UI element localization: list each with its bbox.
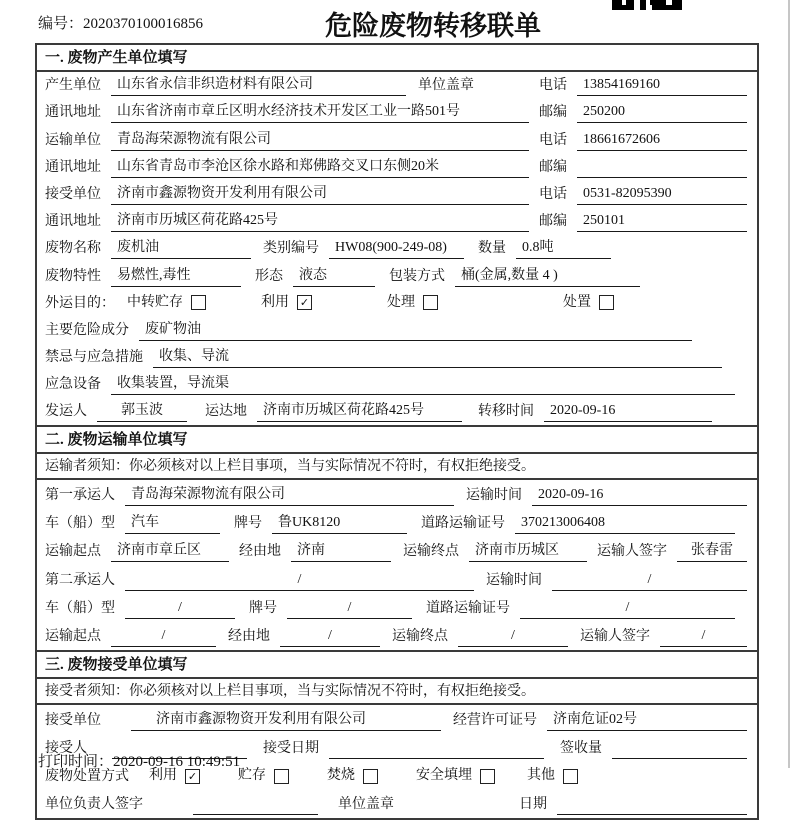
destination-label: 运达地 [205, 404, 247, 420]
origin-label: 运输起点 [45, 544, 101, 560]
checkbox-label: 焚烧 [327, 768, 355, 784]
checkmark: ✓ [299, 296, 310, 310]
category-label: 类别编号 [263, 241, 319, 257]
qr-code-fragment-icon [612, 0, 686, 10]
carrier-sign-label: 运输人签字 [597, 544, 667, 560]
transporter-value: 青岛海荣源物流有限公司 [111, 130, 529, 151]
purpose-option-transfer-storage [127, 293, 206, 313]
equipment-row [37, 371, 757, 398]
zip-label: 邮编 [539, 159, 567, 175]
receiver-address-value: 济南市历城区荷花路425号 [111, 211, 529, 232]
via2-value: / [280, 626, 380, 647]
emergency-value: 收集、导流 [153, 347, 722, 368]
responsible-sign-value [193, 795, 318, 815]
waste-traits-row [37, 262, 757, 289]
origin1-value: 济南市章丘区 [111, 541, 229, 562]
purpose-option-dispose [563, 293, 614, 313]
plate-label: 牌号 [249, 600, 277, 616]
section3 [37, 650, 757, 818]
emergency-row [37, 344, 757, 371]
form-label: 形态 [255, 268, 283, 284]
producer-label: 产生单位 [45, 78, 101, 94]
print-time-value: 2020-09-16 10:49:51 [113, 754, 241, 770]
transporter-address-value: 山东省青岛市李沧区徐水路和郑佛路交叉口东侧20米 [111, 157, 529, 178]
receiver-value: 济南市鑫源物资开发利用有限公司 [131, 710, 441, 731]
vehicle1-value: 汽车 [125, 513, 220, 534]
origin-label: 运输起点 [45, 629, 101, 645]
section3-heading: 三. 废物接受单位填写 [37, 650, 757, 679]
traits-label: 废物特性 [45, 268, 101, 284]
carrier-sign1-value: 张春雷 [677, 541, 747, 562]
emergency-label: 禁忌与应急措施 [45, 350, 143, 366]
equipment-value: 收集装置，导流渠 [111, 374, 735, 395]
address-label: 通讯地址 [45, 159, 101, 175]
producer-phone-value: 13854169160 [577, 75, 747, 96]
quantity-value: 0.8吨 [516, 238, 611, 259]
serial-value: 2020370100016856 [83, 16, 204, 32]
receiver-notice: 接受者须知：你必须核对以上栏目事项，当与实际情况不符时，有权拒绝接受。 [37, 679, 757, 705]
accept-unit-row [37, 705, 757, 733]
unit-seal-label: 单位盖章 [338, 797, 394, 813]
transporter-phone-value: 18661672606 [577, 130, 747, 151]
transporter-zip-value [577, 158, 747, 178]
carrier1-label: 第一承运人 [45, 487, 115, 503]
receiver-address-row [37, 208, 757, 235]
transporter-label: 运输单位 [45, 132, 101, 148]
section2-heading: 二. 废物运输单位填写 [37, 425, 757, 454]
date-label: 日期 [519, 797, 547, 813]
carrier-sign2-value: / [660, 626, 747, 647]
serial-label: 编号： [38, 16, 84, 32]
checkbox-label: 中转贮存 [127, 294, 183, 310]
vehicle1-row [37, 509, 757, 537]
checkbox-icon [563, 769, 578, 784]
carrier2-label: 第二承运人 [45, 572, 115, 588]
route2-row [37, 622, 757, 650]
transfer-time-label: 转移时间 [478, 404, 534, 420]
accept-date-value [329, 739, 544, 759]
purpose-option-recycle [261, 293, 312, 313]
hazard-value: 废矿物油 [139, 320, 692, 341]
responsible-sign-row [37, 790, 757, 818]
packing-label: 包装方式 [389, 268, 445, 284]
plate-label: 牌号 [234, 516, 262, 532]
carrier1-row [37, 480, 757, 508]
transport-time1-value: 2020-09-16 [532, 485, 747, 506]
print-time-label: 打印时间： [38, 754, 114, 770]
shipper-value: 郭玉波 [97, 401, 187, 422]
transport-time-label: 运输时间 [486, 572, 542, 588]
transporter-address-row [37, 154, 757, 181]
receiver-value: 济南市鑫源物资开发利用有限公司 [111, 184, 529, 205]
road-permit-label: 道路运输证号 [426, 600, 510, 616]
producer-value: 山东省永信非织造材料有限公司 [111, 75, 406, 96]
purpose-label: 外运目的： [45, 295, 115, 311]
hazard-label: 主要危险成分 [45, 322, 129, 338]
checkbox-icon [423, 295, 438, 310]
route1-row [37, 537, 757, 565]
checkbox-icon [363, 769, 378, 784]
terminus-label: 运输终点 [403, 544, 459, 560]
receiver-label: 接受单位 [45, 186, 101, 202]
page-title: 危险废物转移联单 [325, 11, 541, 41]
disposal-option-landfill [416, 766, 495, 786]
road-permit2-value: / [520, 598, 735, 619]
road-permit-label: 道路运输证号 [421, 516, 505, 532]
plate1-value: 鲁UK8120 [272, 513, 407, 534]
waste-name-row [37, 235, 757, 262]
equipment-label: 应急设备 [45, 377, 101, 393]
checkbox-icon [480, 769, 495, 784]
category-code-value: HW08(900-249-08) [329, 238, 464, 259]
carrier-sign-label: 运输人签字 [580, 629, 650, 645]
purpose-option-treat [387, 293, 438, 313]
serial-number [38, 12, 203, 33]
receiver-zip-value: 250101 [577, 211, 747, 232]
checkbox-label: 其他 [527, 768, 555, 784]
accept-date-label: 接受日期 [263, 740, 319, 756]
purpose-row [37, 290, 757, 317]
transporter-notice: 运输者须知：你必须核对以上栏目事项，当与实际情况不符时，有权拒绝接受。 [37, 454, 757, 480]
checkbox-label: 处理 [387, 294, 415, 310]
destination-value: 济南市历城区荷花路425号 [257, 401, 462, 422]
traits-value: 易燃性,毒性 [111, 266, 241, 287]
quantity-label: 数量 [478, 241, 506, 257]
vehicle2-row [37, 594, 757, 622]
checkbox-label: 处置 [563, 294, 591, 310]
license-value: 济南危证02号 [547, 710, 747, 731]
transport-time2-value: / [552, 570, 747, 591]
transport-time-label: 运输时间 [466, 487, 522, 503]
date-value [557, 795, 747, 815]
producer-address-value: 山东省济南市章丘区明水经济技术开发区工业一路501号 [111, 102, 529, 123]
waste-name-label: 废物名称 [45, 241, 101, 257]
checkbox-icon [599, 295, 614, 310]
vehicle2-value: / [125, 598, 235, 619]
address-label: 通讯地址 [45, 105, 101, 121]
received-qty-label: 签收量 [560, 740, 602, 756]
address-label: 通讯地址 [45, 214, 101, 230]
via1-value: 济南 [291, 541, 391, 562]
terminus-label: 运输终点 [392, 629, 448, 645]
disposal-label: 废物处置方式 [45, 769, 129, 785]
receiver-phone-value: 0531-82095390 [577, 184, 747, 205]
transfer-time-value: 2020-09-16 [544, 401, 712, 422]
producer-row [37, 72, 757, 99]
receiver-row [37, 181, 757, 208]
producer-zip-value: 250200 [577, 102, 747, 123]
checkmark: ✓ [187, 769, 198, 783]
shipper-row [37, 398, 757, 425]
shipper-label: 发运人 [45, 404, 87, 420]
carrier2-row [37, 565, 757, 593]
checkbox-label: 贮存 [238, 768, 266, 784]
checkbox-label: 安全填埋 [416, 768, 472, 784]
disposal-option-storage [238, 766, 289, 786]
plate2-value: / [287, 598, 412, 619]
transporter-row [37, 126, 757, 153]
section2 [37, 425, 757, 650]
waste-name-value: 废机油 [111, 238, 251, 259]
hazard-row [37, 317, 757, 344]
checkbox-icon [191, 295, 206, 310]
responsible-sign-label: 单位负责人签字 [45, 797, 143, 813]
terminus2-value: / [458, 626, 568, 647]
packing-value: 桶(金属,数量 4 ) [455, 266, 640, 287]
road-permit1-value: 370213006408 [515, 513, 735, 534]
form-value: 液态 [293, 266, 375, 287]
via-label: 经由地 [228, 629, 270, 645]
vehicle-label: 车（船）型 [45, 516, 115, 532]
via-label: 经由地 [239, 544, 281, 560]
print-time-row [38, 750, 240, 771]
checkbox-icon [274, 769, 289, 784]
checkbox-icon [297, 295, 312, 310]
recipient-label: 接受人 [45, 740, 87, 756]
receiver-label: 接受单位 [45, 712, 101, 728]
phone-label: 电话 [539, 186, 567, 202]
zip-label: 邮编 [539, 105, 567, 121]
producer-address-row [37, 99, 757, 126]
carrier1-value: 青岛海荣源物流有限公司 [125, 485, 454, 506]
checkbox-label: 利用 [149, 768, 177, 784]
seal-label: 单位盖章 [418, 78, 474, 94]
phone-label: 电话 [539, 132, 567, 148]
terminus1-value: 济南市历城区 [469, 541, 587, 562]
disposal-option-incinerate [327, 766, 378, 786]
page-edge-line [788, 0, 790, 768]
disposal-option-other [527, 766, 578, 786]
received-qty-value [612, 739, 747, 759]
origin2-value: / [111, 626, 216, 647]
carrier2-value: / [125, 570, 474, 591]
section1-heading: 一. 废物产生单位填写 [37, 45, 757, 72]
zip-label: 邮编 [539, 214, 567, 230]
transfer-form-table [35, 43, 759, 820]
phone-label: 电话 [539, 78, 567, 94]
vehicle-label: 车（船）型 [45, 600, 115, 616]
license-label: 经营许可证号 [453, 712, 537, 728]
checkbox-label: 利用 [261, 294, 289, 310]
